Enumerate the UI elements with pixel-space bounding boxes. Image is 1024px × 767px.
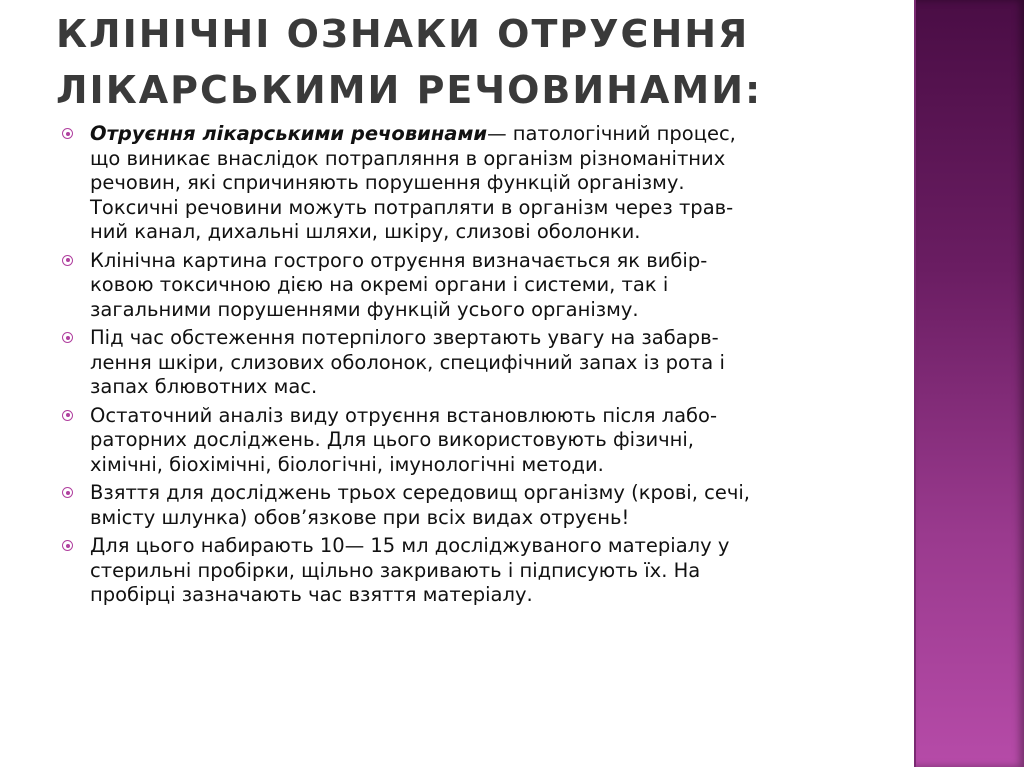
bullet-icon	[62, 128, 73, 139]
slide-title	[56, 6, 906, 118]
bullet-list	[60, 122, 860, 612]
text-line: стерильні пробірки, щільно закривають і підписують їх. На	[90, 558, 701, 582]
text-line: Під час обстеження потерпілого звертають увагу на забарв-	[90, 326, 719, 349]
text-line: раторних досліджень. Для цього використовують фізичні,	[90, 428, 695, 451]
text-line: вмісту шлунка) обов’язкове при всіх видах отруєнь!	[90, 505, 630, 529]
bullet-icon	[62, 332, 73, 343]
bullet-icon	[62, 540, 73, 551]
text-line: Остаточний аналіз виду отруєння встановлюють після лабо-	[90, 403, 718, 427]
list-item	[60, 534, 860, 608]
title-line-2: ЛІКАРСЬКИМИ РЕЧОВИНАМИ:	[56, 68, 763, 112]
bullet-icon	[62, 487, 73, 498]
text-line: — патологічний процес,	[487, 122, 736, 145]
list-item	[60, 404, 860, 478]
text-line: Клінічна картина гострого отруєння визначається як вибір-	[90, 248, 708, 272]
list-item	[60, 249, 860, 323]
text-line: ний канал, дихальні шляхи, шкіру, слизові оболонки.	[90, 220, 641, 243]
emphasis-term: Отруєння лікарськими речовинами	[90, 122, 488, 145]
decorative-side-band	[914, 0, 1024, 767]
title-line-1: КЛІНІЧНІ ОЗНАКИ ОТРУЄННЯ	[56, 12, 750, 56]
text-line: хімічні, біохімічні, біологічні, імунологічні методи.	[90, 452, 604, 476]
text-line: речовин, які спричиняють порушення функцій організму.	[90, 171, 685, 194]
text-line: що виникає внаслідок потрапляння в організм різноманітних	[90, 146, 726, 170]
text-line: Токсичні речовини можуть потрапляти в організм через трав-	[90, 195, 734, 219]
text-line: загальними порушеннями функцій усього організму.	[90, 297, 639, 321]
text-line: Взяття для досліджень трьох середовищ організму (крові, сечі,	[90, 481, 750, 504]
text-line: пробірці зазначають час взяття матеріалу.	[90, 583, 533, 606]
text-line: Для цього набирають 10— 15 мл досліджуваного матеріалу у	[90, 534, 730, 557]
list-item	[60, 326, 860, 400]
bullet-icon	[62, 255, 73, 266]
bullet-icon	[62, 410, 73, 421]
text-line: запах блювотних мас.	[90, 375, 318, 398]
list-item	[60, 481, 860, 530]
text-line: лення шкіри, слизових оболонок, специфічний запах із рота і	[90, 350, 725, 374]
list-item	[60, 122, 860, 245]
text-line: ковою токсичною дією на окремі органи і системи, так і	[90, 273, 669, 296]
